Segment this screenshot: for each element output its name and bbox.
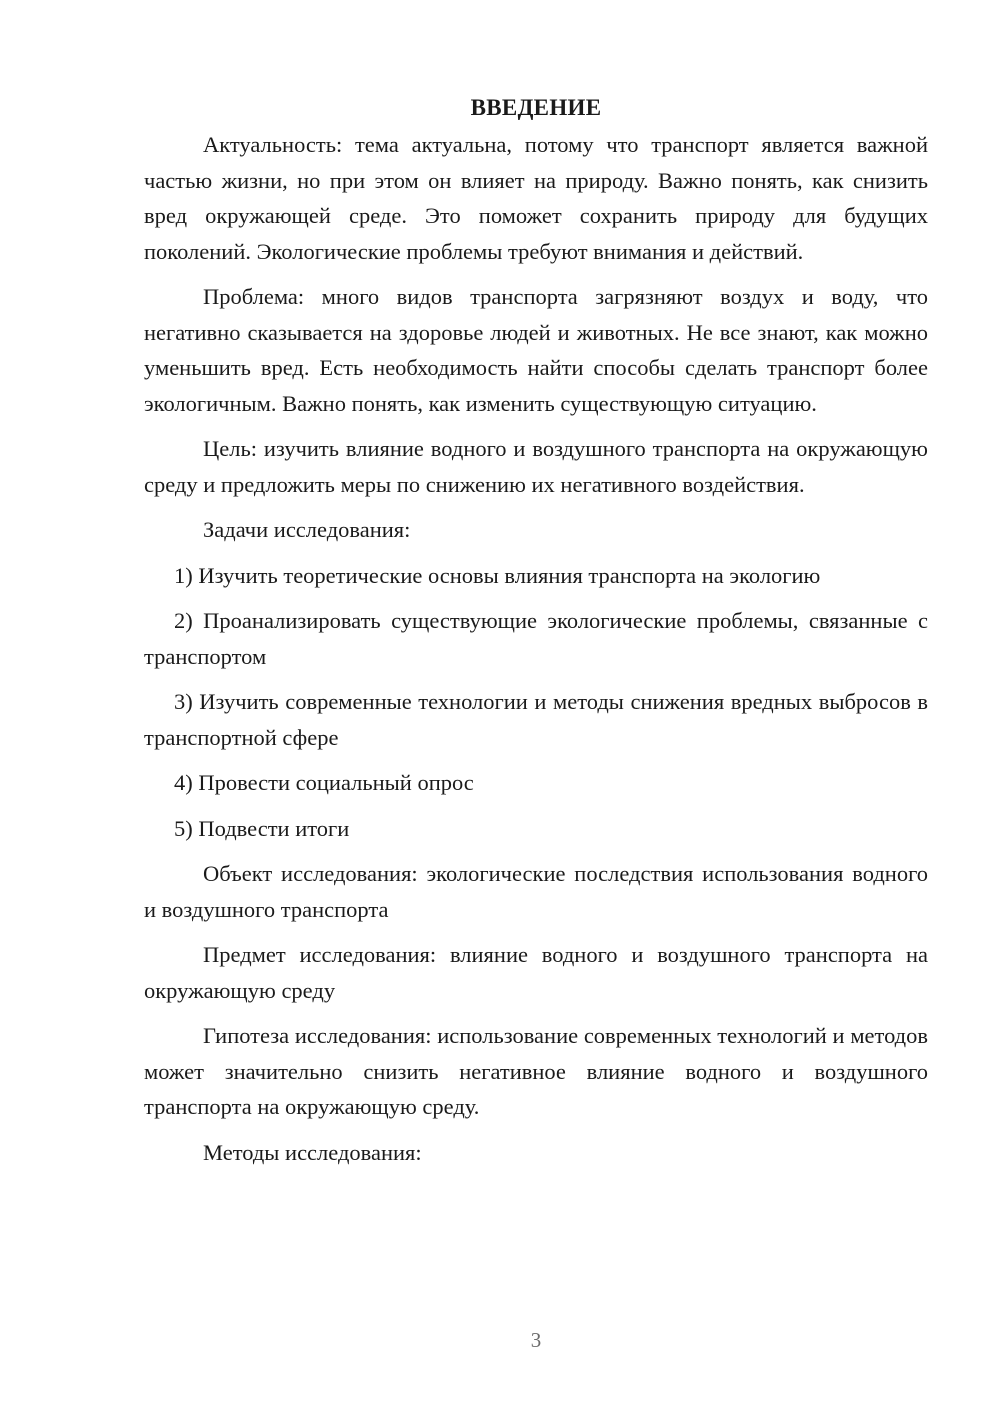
page-number: 3: [530, 1328, 542, 1352]
relevance-paragraph: Актуальность: тема актуальна, потому что транспорт является важной частью жизни, но при этом он влияет на природу. Важно понять, как снизить вред окружающей среде. Это поможет сохранить природу для будущих поколений. Экологические проблемы требуют внимания и действий.: [144, 132, 928, 264]
object-paragraph: Объект исследования: экологические последствия использования водного и воздушного транспорта: [144, 861, 928, 922]
subject-paragraph: Предмет исследования: влияние водного и воздушного транспорта на окружающую среду: [144, 942, 928, 1003]
hypothesis-paragraph: Гипотеза исследования: использование современных технологий и методов может значительно снизить негативное влияние водного и воздушного транспорта на окружающую среду.: [144, 1023, 928, 1119]
task-item: 4) Провести социальный опрос: [174, 770, 474, 795]
problem-paragraph: Проблема: много видов транспорта загрязняют воздух и воду, что негативно сказывается на здоровье людей и животных. Не все знают, как можно уменьшить вред. Есть необходимость найти способы сделать транспорт более экологичным. Важно понять, как изменить существующую ситуацию.: [144, 284, 928, 416]
tasks-list: [144, 558, 928, 847]
goal-paragraph: Цель: изучить влияние водного и воздушного транспорта на окружающую среду и предложить меры по снижению их негативного воздействия.: [144, 436, 928, 497]
tasks-heading: Задачи исследования:: [203, 517, 411, 542]
page-title: ВВЕДЕНИЕ: [470, 95, 602, 120]
methods-heading: Методы исследования:: [203, 1139, 422, 1165]
document-page: [144, 90, 928, 1170]
task-item: 2) Проанализировать существующие экологические проблемы, связанные с транспортом: [144, 608, 928, 669]
task-item: 3) Изучить современные технологии и методы снижения вредных выбросов в транспортной сфере: [144, 689, 928, 750]
task-item: 5) Подвести итоги: [174, 815, 350, 841]
task-item: 1) Изучить теоретические основы влияния транспорта на экологию: [174, 562, 821, 588]
